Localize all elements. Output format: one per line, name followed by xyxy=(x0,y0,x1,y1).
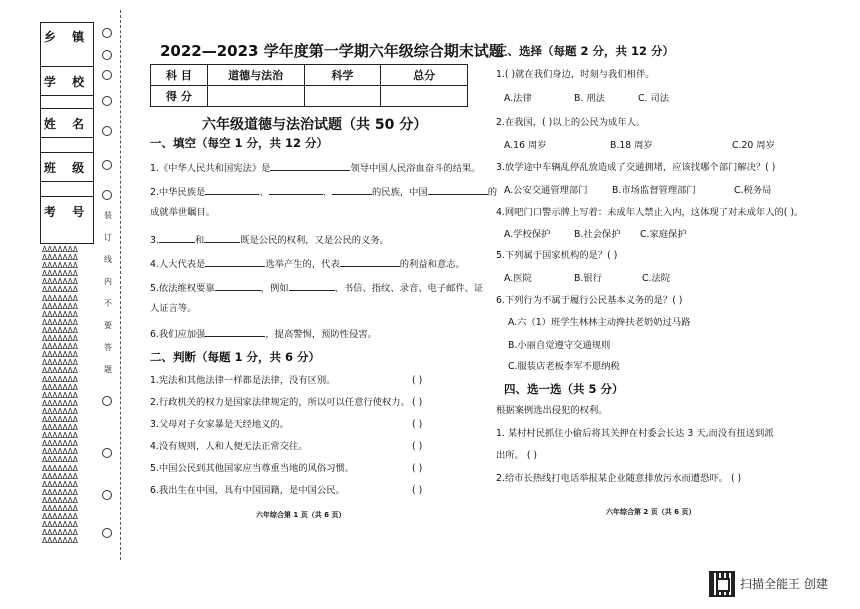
fill-question: 6.我们应加强 ，提高警惕，预防性侵害。 xyxy=(150,329,377,340)
answer-blank[interactable] xyxy=(205,327,265,337)
choice-option[interactable]: A.学校保护 xyxy=(504,229,551,240)
section-choice-heading: 三、选择（每题 2 分，共 12 分） xyxy=(496,44,675,58)
answer-paren[interactable]: ( ) xyxy=(412,397,423,408)
fill-question: 3. 和 既是公民的权利，又是公民的义务。 xyxy=(150,235,389,246)
case-intro: 根据案例选出侵犯的权利。 xyxy=(496,405,608,416)
binding-hole xyxy=(102,50,112,60)
answer-blank[interactable] xyxy=(205,257,265,267)
fill-question: 1.《中华人民共和国宪法》是 领导中国人民浴血奋斗的结果。 xyxy=(150,163,481,174)
choice-option[interactable]: A.法律 xyxy=(504,93,532,104)
binding-hole xyxy=(102,96,112,106)
answer-blank[interactable] xyxy=(269,185,323,195)
binding-dashed-line xyxy=(120,10,121,560)
fill-question: 4.人大代表是 选举产生的，代表 的利益和意志。 xyxy=(150,259,465,270)
score-cell[interactable] xyxy=(381,86,468,107)
field-name: 姓 名 xyxy=(40,108,94,138)
score-cell: 得 分 xyxy=(151,86,208,107)
choice-option[interactable]: C.家庭保护 xyxy=(640,229,687,240)
answer-blank[interactable] xyxy=(340,257,400,267)
choice-option[interactable]: C.法院 xyxy=(642,273,671,284)
answer-blank[interactable] xyxy=(270,161,350,171)
binding-hole xyxy=(102,528,112,538)
answer-paren[interactable]: ( ) xyxy=(412,375,423,386)
answer-blank[interactable] xyxy=(332,185,372,195)
judge-question: 4.没有规则，人和人便无法正常交往。 xyxy=(150,441,308,452)
field-school: 学 校 xyxy=(40,66,94,96)
page-footer: 六年综合第 2 页（共 6 页） xyxy=(606,508,696,516)
choice-option[interactable]: B.市场监督管理部门 xyxy=(612,185,696,196)
choice-option[interactable]: C.服装店老板李军不愿纳税 xyxy=(508,361,620,372)
case-question: 1. 某村村民抓住小偷后将其关押在村委会长达 3 天,而没有扭送到派 xyxy=(496,428,774,439)
choice-option[interactable]: A.16 周岁 xyxy=(504,140,547,151)
answer-blank[interactable] xyxy=(205,185,259,195)
answer-blank[interactable] xyxy=(204,233,240,243)
choice-option[interactable]: C.税务局 xyxy=(734,185,772,196)
judge-question: 5.中国公民到其他国家应当尊重当地的风俗习惯。 xyxy=(150,463,355,474)
field-exam-number: 考 号 xyxy=(40,196,94,226)
binding-hole xyxy=(102,160,112,170)
choice-option[interactable]: C. 司法 xyxy=(638,93,669,104)
choice-option[interactable]: B.18 周岁 xyxy=(610,140,653,151)
answer-paren[interactable]: ( ) xyxy=(412,441,423,452)
choice-question: 2.在我国，( )以上的公民为成年人。 xyxy=(496,117,646,128)
binding-hole xyxy=(102,448,112,458)
judge-question: 1.宪法和其他法律一样都是法律，没有区别。 xyxy=(150,375,336,386)
choice-option[interactable]: B.小丽自觉遵守交通规则 xyxy=(508,340,611,351)
fill-question: 人证言等。 xyxy=(150,303,197,314)
score-cell: 道德与法治 xyxy=(207,65,304,86)
section-subtitle: 六年级道德与法治试题（共 50 分） xyxy=(202,117,428,133)
choice-question: 6.下列行为不属于履行公民基本义务的是？( ) xyxy=(496,295,683,306)
qr-code-icon xyxy=(709,571,735,597)
answer-blank[interactable] xyxy=(289,281,335,291)
triangle-pattern: ΔΔΔΔΔΔΔ ΔΔΔΔΔΔΔ ΔΔΔΔΔΔΔ ΔΔΔΔΔΔΔ ΔΔΔΔΔΔΔ ΔΔΔΔΔΔΔ ΔΔΔΔΔΔΔ ΔΔΔΔΔΔΔ ΔΔΔΔΔΔΔ ΔΔΔΔΔΔΔ ΔΔΔΔΔΔΔ ΔΔΔΔΔΔΔ ΔΔΔΔΔΔΔ ΔΔΔΔΔΔΔ ΔΔΔΔΔΔΔ ΔΔΔΔΔΔΔ ΔΔΔΔΔΔΔ ΔΔΔΔΔΔΔ ΔΔΔΔΔΔΔ ΔΔΔΔΔΔΔ ΔΔΔΔΔΔΔ ΔΔΔΔΔΔΔ ΔΔΔΔΔΔΔ ΔΔΔΔΔΔΔ ΔΔΔΔΔΔΔ ΔΔΔΔΔΔΔ ΔΔΔΔΔΔΔ ΔΔΔΔΔΔΔ ΔΔΔΔΔΔΔ ΔΔΔΔΔΔΔ ΔΔΔΔΔΔΔ ΔΔΔΔΔΔΔ ΔΔΔΔΔΔΔ ΔΔΔΔΔΔΔ ΔΔΔΔΔΔΔ ΔΔΔΔΔΔΔ ΔΔΔΔΔΔΔ xyxy=(42,245,78,546)
field-class: 班 级 xyxy=(40,152,94,182)
case-question: 2.给市长热线打电话举报某企业随意排放污水而遭恐吓。 ( ) xyxy=(496,473,742,484)
answer-paren[interactable]: ( ) xyxy=(412,463,423,474)
binding-hole xyxy=(102,28,112,38)
choice-option[interactable]: B.社会保护 xyxy=(574,229,621,240)
fill-question: 5.依法维权要靠 ，例如 、书信、指纹、录音、电子邮件、证 xyxy=(150,283,484,294)
section-pick-heading: 四、选一选（共 5 分） xyxy=(504,382,624,396)
choice-option[interactable]: B.银行 xyxy=(574,273,602,284)
choice-option[interactable]: A.六（1）班学生林林主动搀扶老奶奶过马路 xyxy=(508,317,691,328)
answer-paren[interactable]: ( ) xyxy=(412,485,423,496)
binding-hole xyxy=(102,396,112,406)
page-footer: 六年综合第 1 页（共 6 页） xyxy=(256,511,346,519)
fill-question: 成就举世瞩目。 xyxy=(150,207,216,218)
case-question: 出所。 ( ) xyxy=(496,450,538,461)
score-cell[interactable] xyxy=(304,86,381,107)
binding-hole xyxy=(102,490,112,500)
answer-blank[interactable] xyxy=(428,185,488,195)
section-judge-heading: 二、判断（每题 1 分，共 6 分） xyxy=(150,350,321,364)
field-township: 乡 镇 xyxy=(43,30,91,44)
section-fill-heading: 一、填空（每空 1 分，共 12 分） xyxy=(150,136,329,150)
score-table xyxy=(150,64,468,107)
judge-question: 3.父母对子女家暴是天经地义的。 xyxy=(150,419,290,430)
answer-blank[interactable] xyxy=(159,233,195,243)
binding-hole xyxy=(102,70,112,80)
choice-question: 1.( )就在我们身边，时刻与我们相伴。 xyxy=(496,69,655,80)
exam-title: 2022—2023 学年度第一学期六年级综合期末试题 xyxy=(160,42,504,60)
answer-paren[interactable]: ( ) xyxy=(412,419,423,430)
answer-blank[interactable] xyxy=(215,281,261,291)
judge-question: 6.我出生在中国，具有中国国籍，是中国公民。 xyxy=(150,485,345,496)
choice-option[interactable]: C.20 周岁 xyxy=(732,140,775,151)
judge-question: 2.行政机关的权力是国家法律规定的，所以可以任意行使权力。 xyxy=(150,397,410,408)
choice-question: 5.下列属于国家机构的是？( ) xyxy=(496,250,618,261)
score-cell[interactable] xyxy=(207,86,304,107)
binding-hole xyxy=(102,190,112,200)
score-cell: 科 目 xyxy=(151,65,208,86)
binding-hole xyxy=(102,126,112,136)
choice-option[interactable]: A.公安交通管理部门 xyxy=(504,185,588,196)
choice-question: 4.网吧门口警示牌上写着：未成年人禁止入内，这体现了对未成年人的( )。 xyxy=(496,207,804,218)
score-cell: 科学 xyxy=(304,65,381,86)
choice-option[interactable]: A.医院 xyxy=(504,273,532,284)
fill-question: 2.中华民族是 、 、 的民族，中国 的 xyxy=(150,187,498,198)
choice-option[interactable]: B. 刑法 xyxy=(574,93,605,104)
score-cell: 总分 xyxy=(381,65,468,86)
binding-line-notice: 装 订 线 内 不 要 答 题 xyxy=(104,211,112,374)
scanner-watermark: 扫描全能王 创建 xyxy=(740,577,828,591)
choice-question: 3.放学途中车辆乱停乱放造成了交通拥堵，应该找哪个部门解决？( ) xyxy=(496,162,776,173)
